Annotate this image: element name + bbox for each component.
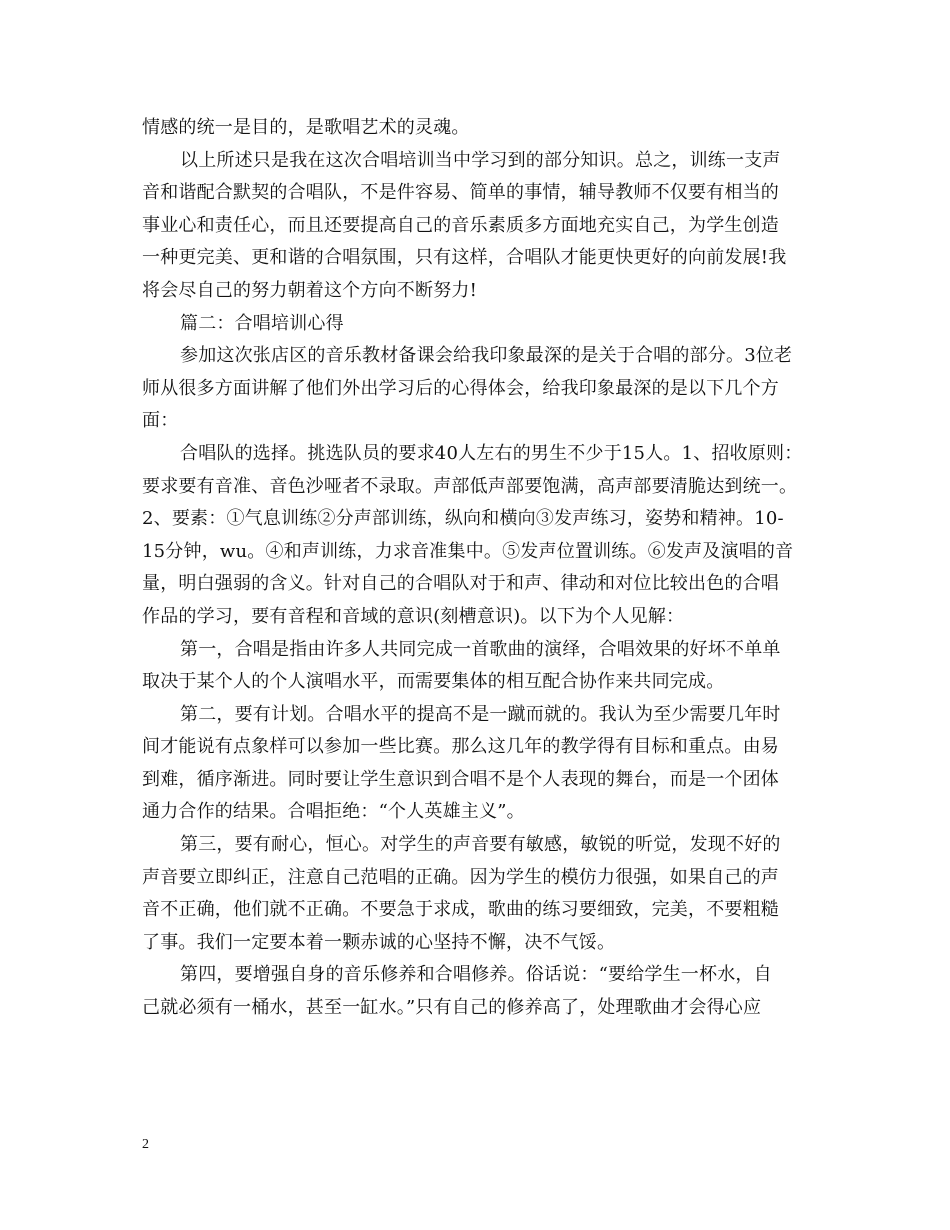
- text-line: 第三，要有耐心，恒心。对学生的声音要有敏感，敏锐的听觉，发现不好的: [180, 834, 781, 856]
- text-line: 以上所述只是我在这次合唱培训当中学习到的部分知识。总之，训练一支声: [180, 149, 781, 171]
- text-line: 到难，循序渐进。同时要让学生意识到合唱不是个人表现的舞台，而是一个团体: [142, 768, 779, 790]
- text-line: 将会尽自己的努力朝着这个方向不断努力!: [142, 279, 478, 301]
- text-line: 通力合作的结果。合唱拒绝：“个人英雄主义”。: [142, 801, 525, 823]
- text-line: 参加这次张店区的音乐教材备课会给我印象最深的是关于合唱的部分。3位老: [180, 345, 793, 367]
- text-line: 第四，要增强自身的音乐修养和合唱修养。俗话说：“要给学生一杯水，自: [180, 964, 772, 986]
- text-line: 取决于某个人的个人演唱水平，而需要集体的相互配合协作来共同完成。: [142, 671, 725, 693]
- text-line: 音和谐配合默契的合唱队，不是件容易、简单的事情，辅导教师不仅要有相当的: [142, 182, 779, 204]
- page-number: 2: [142, 1137, 149, 1152]
- text-line: 要求要有音准、音色沙哑者不录取。声部低声部要饱满，高声部要清脆达到统一。: [142, 475, 798, 497]
- text-line: 合唱队的选择。挑选队员的要求40人左右的男生不少于15人。1、招收原则：: [180, 442, 803, 464]
- text-line: 己就必须有一桶水，甚至一缸水。”只有自己的修养高了，处理歌曲才会得心应: [142, 997, 762, 1019]
- text-line: 了事。我们一定要本着一颗赤诚的心坚持不懈，决不气馁。: [142, 931, 616, 953]
- text-line: 声音要立即纠正，注意自己范唱的正确。因为学生的模仿力很强，如果自己的声: [142, 866, 779, 888]
- text-line: 篇二：合唱培训心得: [180, 312, 344, 334]
- text-line: 一种更完美、更和谐的合唱氛围，只有这样，合唱队才能更快更好的向前发展!我: [142, 247, 787, 269]
- text-line: 第二，要有计划。合唱水平的提高不是一蹴而就的。我认为至少需要几年时: [180, 703, 781, 725]
- text-line: 间才能说有点象样可以参加一些比赛。那么这几年的教学得有目标和重点。由易: [142, 736, 779, 758]
- text-line: 事业心和责任心，而且还要提高自己的音乐素质多方面地充实自己，为学生创造: [142, 214, 779, 236]
- text-line: 音不正确，他们就不正确。不要急于求成，歌曲的练习要细致，完美，不要粗糙: [142, 899, 779, 921]
- text-line: 第一，合唱是指由许多人共同完成一首歌曲的演绎，合唱效果的好坏不单单: [180, 638, 781, 660]
- text-line: 作品的学习，要有音程和音域的意识(刻槽意识)。以下为个人见解：: [142, 605, 685, 627]
- document-body: [142, 112, 822, 1025]
- text-line: 情感的统一是目的，是歌唱艺术的灵魂。: [142, 117, 470, 138]
- text-line: 师从很多方面讲解了他们外出学习后的心得体会，给我印象最深的是以下几个方: [142, 377, 779, 399]
- text-line: 面：: [142, 410, 179, 432]
- text-line: 15分钟，wu。④和声训练，力求音准集中。⑤发声位置训练。⑥发声及演唱的音: [142, 540, 794, 562]
- text-line: 2、要素：①气息训练②分声部训练，纵向和横向③发声练习，姿势和精神。10-: [142, 508, 784, 530]
- text-line: 量，明白强弱的含义。针对自己的合唱队对于和声、律动和对位比较出色的合唱: [142, 573, 779, 595]
